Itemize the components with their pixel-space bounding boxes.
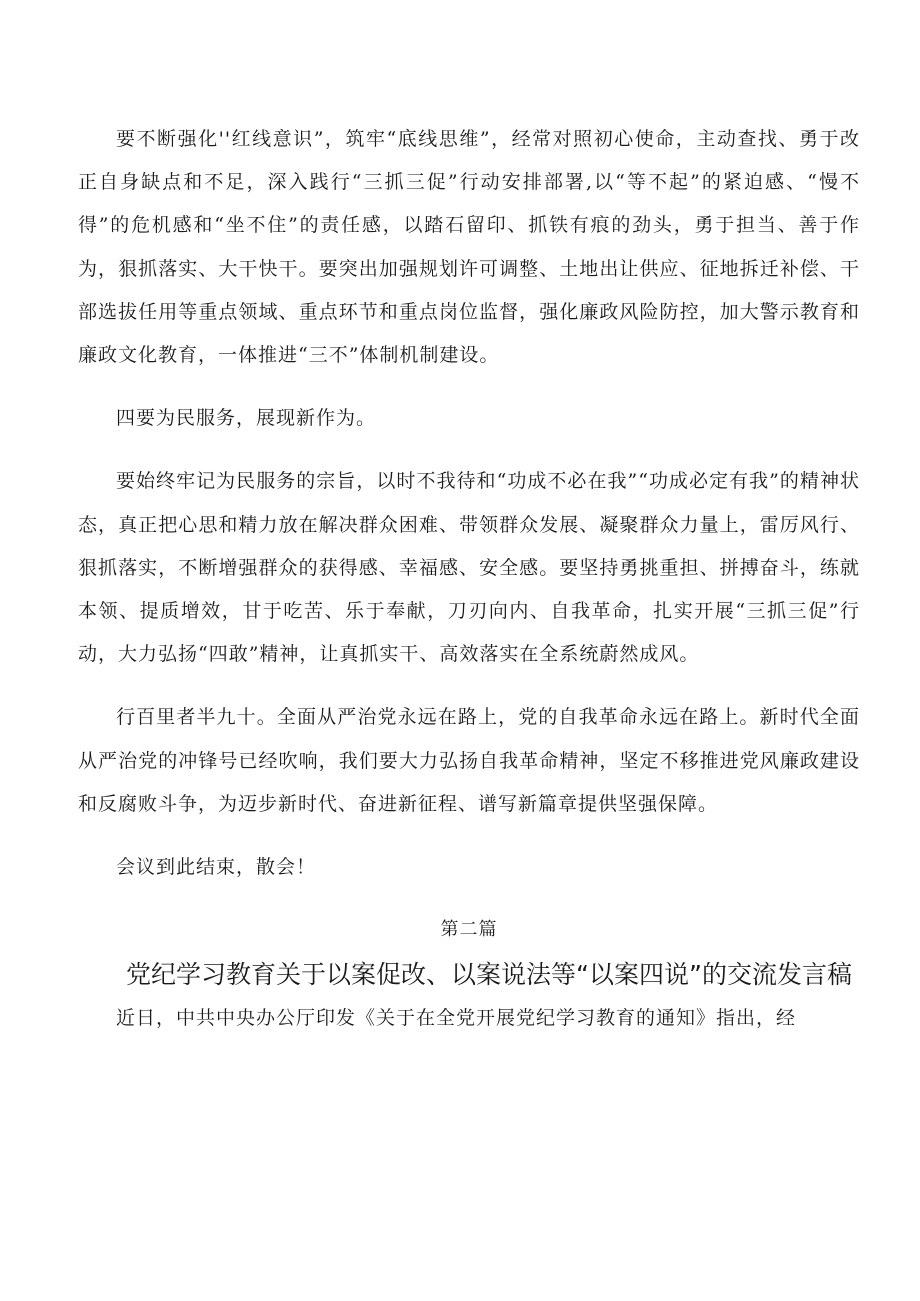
paragraph-hundred-li: 行百里者半九十。全面从严治党永远在路上，党的自我革命永远在路上。新时代全面从严治党的冲锋号已经吹响，我们要大力弘扬自我革命精神，坚定不移推进党风廉政建设和反腐败斗争，为迈步新时代、奋进新征程、谱写新篇章提供坚强保障。 bbox=[78, 706, 860, 815]
paragraph-intro: 近日，中共中央办公厅印发《关于在全党开展党纪学习教育的通知》指出，经 bbox=[116, 1007, 797, 1030]
paragraph-serve-people: 要始终牢记为民服务的宗旨，以时不我待和“功成不必在我”“功成必定有我”的精神状态，真正把心思和精力放在解决群众困难、带领群众发展、凝聚群众力量上，雷厉风行、狠抓落实，不断增强群众的获得感、幸福感、安全感。要坚持勇挑重担、拼搏奋斗，练就本领、提质增效，甘于吃苦、乐于奉献，刀刃向内、自我革命，扎实开展“三抓三促”行动，大力弘扬“四敢”精神，让真抓实干、高效落实在全系统蔚然成风。 bbox=[78, 470, 860, 666]
paragraph-redline: 要不断强化''红线意识”，筑牢“底线思维”，经常对照初心使命，主动查找、勇于改正自身缺点和不足，深入践行“三抓三促”行动安排部署,以“等不起”的紧迫感、“慢不得”的危机感和“坐不住”的责任感，以踏石留印、抓铁有痕的劲头，勇于担当、善于作为，狠抓落实、大干快干。要突出加强规划许可调整、土地出让供应、征地拆迁补偿、干部选拔任用等重点领域、重点环节和重点岗位监督，强化廉政风险防控，加大警示教育和廉政文化教育，一体推进“三不”体制机制建设。 bbox=[78, 128, 860, 367]
document-title: 党纪学习教育关于以案促改、以案说法等“以案四说”的交流发言稿 bbox=[126, 960, 852, 990]
section-label: 第二篇 bbox=[440, 919, 498, 941]
paragraph-meeting-end: 会议到此结束，散会！ bbox=[116, 856, 317, 879]
paragraph-heading-four: 四要为民服务，展现新作为。 bbox=[116, 407, 377, 430]
